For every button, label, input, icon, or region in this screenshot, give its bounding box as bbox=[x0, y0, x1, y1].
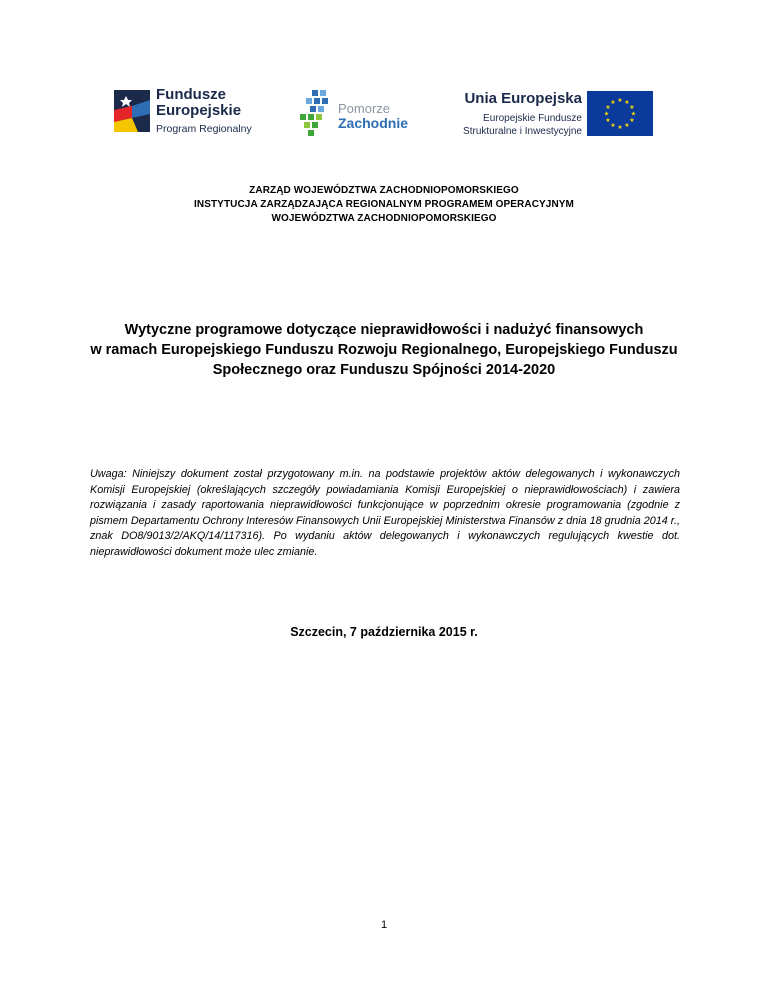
svg-text:★: ★ bbox=[605, 104, 611, 111]
ue-line2: Europejskie Fundusze bbox=[483, 113, 582, 124]
title-line1: Wytyczne programowe dotyczące nieprawidłowości i nadużyć finansowych bbox=[124, 322, 644, 338]
svg-text:★: ★ bbox=[603, 110, 610, 118]
svg-text:★: ★ bbox=[610, 99, 616, 106]
svg-text:★: ★ bbox=[624, 99, 630, 106]
svg-text:★: ★ bbox=[605, 117, 611, 124]
fe-line2: Europejskie bbox=[156, 102, 242, 119]
pz-line1: Pomorze bbox=[338, 101, 391, 116]
page-number: 1 bbox=[380, 919, 388, 931]
fundusze-europejskie-logo bbox=[112, 86, 272, 140]
note-paragraph: Uwaga: Niniejszy dokument został przygotowany m.in. na podstawie projektów aktów delegowanych i wykonawczych Komisji Europejskiej (określających szczegóły powiadamiania Komisji Europejskiej o nieprawidłowościach) i zawiera rozwiązania i zasady raportowania nieprawidłowości funkcjonujące w poprzednim okresie programowania (zgodnie z pismem Departamentu Ochrony Interesów Finansowych Unii Europejskiej Ministerstwa Finansów z dnia 18 grudnia 2014 r., znak DO8/9013/2/AKQ/14/117316). Po wydaniu aktów delegowanych i wykonawczych regulujących kwestie dot. nieprawidłowości dokument może ulec zmianie. bbox=[90, 468, 680, 558]
svg-text:★: ★ bbox=[629, 104, 635, 111]
fe-line1: Fundusze bbox=[156, 86, 226, 103]
svg-text:★: ★ bbox=[617, 97, 623, 104]
header-line3: WOJEWÓDZTWA ZACHODNIOPOMORSKIEGO bbox=[271, 213, 497, 224]
pz-line2: Zachodnie bbox=[338, 115, 409, 131]
document-title bbox=[0, 320, 768, 380]
svg-text:★: ★ bbox=[629, 117, 635, 124]
header-line2: INSTYTUCJA ZARZĄDZAJĄCA REGIONALNYM PROGRAMEM OPERACYJNYM bbox=[194, 199, 574, 210]
ue-line1: Unia Europejska bbox=[464, 90, 582, 107]
date-line: Szczecin, 7 października 2015 r. bbox=[290, 625, 478, 639]
svg-text:★: ★ bbox=[610, 122, 616, 129]
ue-line3: Strukturalne i Inwestycyjne bbox=[463, 126, 582, 137]
fundusze-europejskie-emblem-icon bbox=[112, 88, 152, 134]
header-line1: ZARZĄD WOJEWÓDZTWA ZACHODNIOPOMORSKIEGO bbox=[249, 185, 519, 196]
pomorze-zachodnie-emblem-icon bbox=[298, 88, 338, 138]
svg-text:★: ★ bbox=[630, 110, 637, 118]
pomorze-zachodnie-logo bbox=[298, 88, 408, 138]
title-line2: w ramach Europejskiego Funduszu Rozwoju Regionalnego, Europejskiego Funduszu bbox=[90, 342, 678, 358]
logos-bar bbox=[0, 86, 768, 146]
unia-europejska-text bbox=[447, 90, 582, 138]
eu-flag-icon bbox=[587, 91, 653, 136]
institution-header bbox=[0, 184, 768, 226]
svg-text:★: ★ bbox=[624, 122, 630, 129]
fe-line3: Program Regionalny bbox=[156, 123, 252, 135]
title-line3: Społecznego oraz Funduszu Spójności 2014-2020 bbox=[212, 362, 556, 378]
svg-text:★: ★ bbox=[617, 124, 623, 131]
